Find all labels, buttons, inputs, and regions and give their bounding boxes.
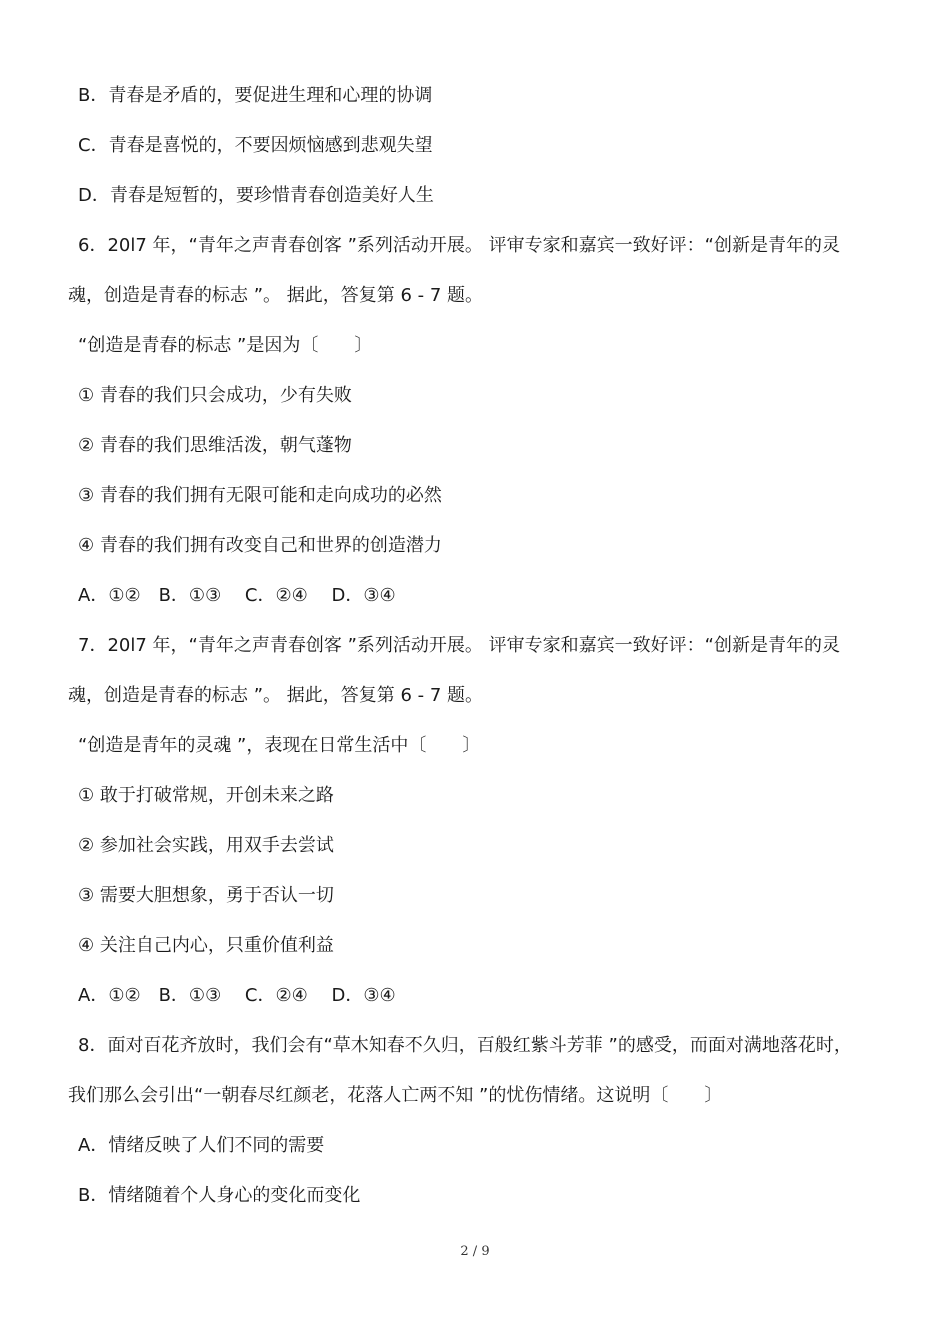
question-7-stem-line-2: 魂，创造是青春的标志 ”。 据此，答复第 6 - 7 题。 — [68, 685, 484, 706]
question-7-prompt: “创造是青年的灵魂 ”，表现在日常生活中〔 〕 — [78, 735, 481, 756]
question-6-prompt: “创造是青春的标志 ”是因为〔 〕 — [78, 335, 373, 356]
option-a-q8: A．情绪反映了人们不同的需要 — [78, 1135, 325, 1156]
option-c-q5: C．青春是喜悦的，不要因烦恼感到悲观失望 — [78, 135, 433, 156]
question-6-statement-2: ② 青春的我们思维活泼，朝气蓬物 — [78, 435, 352, 456]
question-6-options: A．①② B．①③ C．②④ D．③④ — [78, 585, 396, 606]
question-7-stem-line-1: 7．20l7 年，“青年之声青春创客 ”系列活动开展。 评审专家和嘉宾一致好评：“创新是青年的灵 — [78, 635, 840, 656]
question-8-stem-line-1: 8．面对百花齐放时，我们会有“草木知春不久归，百般红紫斗芳菲 ”的感受，而面对满地落花时， — [78, 1035, 852, 1056]
page-number: 2 / 9 — [460, 1244, 490, 1259]
option-b-q5: B．青春是矛盾的，要促进生理和心理的协调 — [78, 85, 433, 106]
question-8-stem-line-2: 我们那么会引出“一朝春尽红颜老，花落人亡两不知 ”的忧伤情绪。这说明〔 〕 — [68, 1085, 723, 1106]
question-7-statement-3: ③ 需要大胆想象，勇于否认一切 — [78, 885, 334, 906]
question-6-stem-line-2: 魂，创造是青春的标志 ”。 据此，答复第 6 - 7 题。 — [68, 285, 484, 306]
question-6-statement-4: ④ 青春的我们拥有改变自己和世界的创造潜力 — [78, 535, 442, 556]
question-6-statement-1: ① 青春的我们只会成功，少有失败 — [78, 385, 352, 406]
question-6-statement-3: ③ 青春的我们拥有无限可能和走向成功的必然 — [78, 485, 442, 506]
option-b-q8: B．情绪随着个人身心的变化而变化 — [78, 1185, 361, 1206]
question-6-stem-line-1: 6．20l7 年，“青年之声青春创客 ”系列活动开展。 评审专家和嘉宾一致好评：“创新是青年的灵 — [78, 235, 840, 256]
question-7-statement-2: ② 参加社会实践，用双手去尝试 — [78, 835, 334, 856]
question-7-statement-4: ④ 关注自己内心，只重价值利益 — [78, 935, 334, 956]
question-7-statement-1: ① 敢于打破常规，开创未来之路 — [78, 785, 334, 806]
option-d-q5: D．青春是短暂的，要珍惜青春创造美好人生 — [78, 185, 434, 206]
question-7-options: A．①② B．①③ C．②④ D．③④ — [78, 985, 396, 1006]
